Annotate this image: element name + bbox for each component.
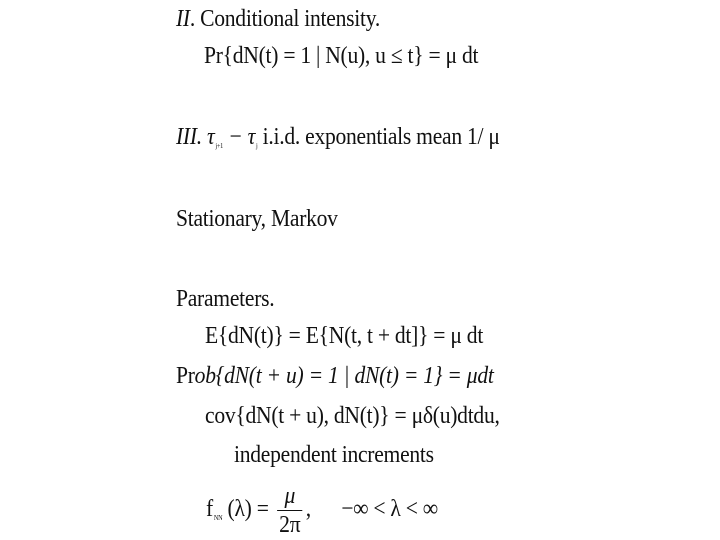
heading-text: . Conditional intensity. bbox=[189, 6, 380, 32]
tau-subscript: j bbox=[255, 142, 258, 150]
roman-numeral-iii: III bbox=[176, 124, 197, 150]
heading-conditional-intensity bbox=[176, 7, 380, 31]
heading-interarrival bbox=[176, 125, 500, 150]
roman-numeral-ii: II bbox=[176, 6, 190, 32]
stationary-markov: Stationary, Markov bbox=[176, 206, 338, 232]
equation-mean: E{dN(t)} = E{N(t, t + dt]} = μ dt bbox=[205, 323, 484, 349]
fraction-denominator: 2π bbox=[279, 512, 301, 538]
spectrum-comma: , bbox=[305, 496, 311, 523]
pr-rest: ob{dN(t + u) = 1 | dN(t) = 1} = μdt bbox=[194, 363, 494, 389]
tau-symbol: . τ bbox=[196, 124, 215, 150]
fraction-numerator: μ bbox=[284, 483, 296, 509]
spectrum-f: f bbox=[206, 496, 213, 523]
spectrum-range: −∞ < λ < ∞ bbox=[341, 496, 438, 523]
equation-spectrum bbox=[206, 484, 438, 537]
pr-prefix: Pr bbox=[176, 363, 195, 389]
heading-text: i.i.d. exponentials mean 1/ μ bbox=[257, 124, 500, 150]
equation-probability bbox=[176, 364, 494, 388]
independent-increments: independent increments bbox=[234, 442, 434, 468]
minus-tau: − τ bbox=[223, 124, 256, 150]
equation-covariance: cov{dN(t + u), dN(t)} = μδ(u)dtdu, bbox=[205, 403, 500, 429]
equation-conditional-probability: Pr{dN(t) = 1 | N(u), u ≤ t} = μ dt bbox=[204, 43, 479, 69]
spectrum-fraction bbox=[277, 484, 302, 537]
spectrum-argument: (λ) = bbox=[227, 496, 269, 523]
tau-subscript-next: j+1 bbox=[215, 142, 224, 150]
parameters-heading: Parameters. bbox=[176, 286, 275, 312]
spectrum-subscript: NN bbox=[213, 514, 223, 523]
